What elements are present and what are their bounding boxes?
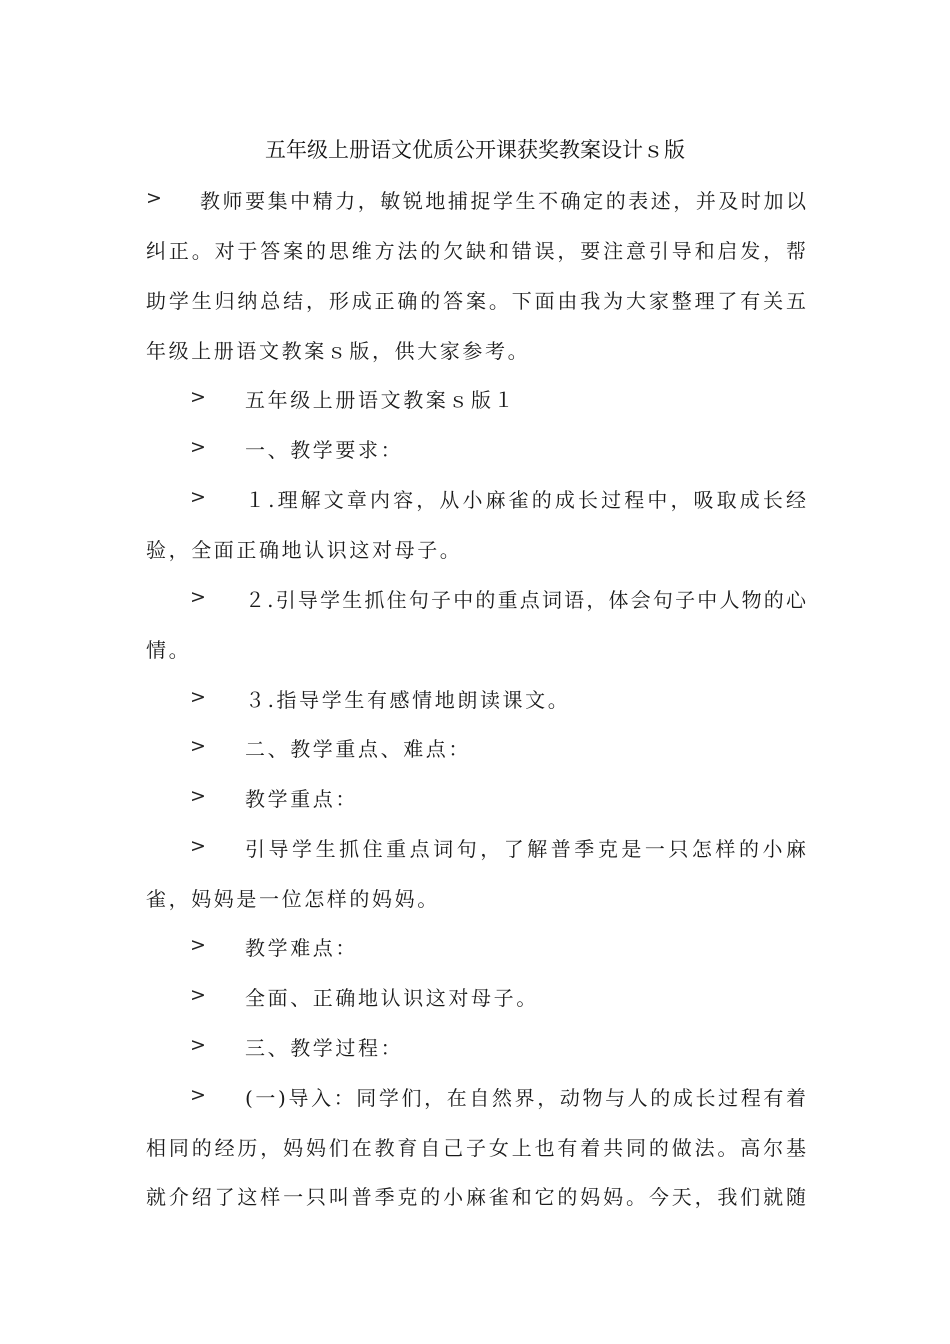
text-line: 三、教学过程：	[245, 1036, 404, 1060]
bullet-marker: >	[190, 934, 206, 956]
text-line: 就介绍了这样一只叫普季克的小麻雀和它的妈妈。今天，我们就随	[146, 1185, 806, 1209]
bullet-marker: >	[146, 187, 162, 209]
bullet-marker: >	[190, 1034, 206, 1056]
text-line: 二、教学重点、难点：	[245, 737, 471, 761]
document-title: 五年级上册语文优质公开课获奖教案设计ｓ版	[265, 138, 685, 162]
bullet-marker: >	[190, 486, 206, 508]
text-line: 助学生归纳总结，形成正确的答案。下面由我为大家整理了有关五	[146, 289, 806, 313]
text-line: (一)导入：同学们，在自然界，动物与人的成长过程有着	[245, 1086, 806, 1110]
bullet-marker: >	[190, 835, 206, 857]
text-line: 一、教学要求：	[245, 438, 404, 462]
text-line: 全面、正确地认识这对母子。	[245, 986, 539, 1010]
text-line: 教师要集中精力，敏锐地捕捉学生不确定的表述，并及时加以	[200, 189, 806, 213]
bullet-marker: >	[190, 1084, 206, 1106]
bullet-marker: >	[190, 735, 206, 757]
bullet-marker: >	[190, 386, 206, 408]
text-line: 验，全面正确地认识这对母子。	[146, 538, 463, 562]
text-line: ３.指导学生有感情地朗读课文。	[245, 688, 571, 712]
bullet-marker: >	[190, 984, 206, 1006]
text-line: １.理解文章内容，从小麻雀的成长过程中，吸取成长经	[245, 488, 806, 512]
bullet-marker: >	[190, 686, 206, 708]
text-line: 教学难点：	[245, 936, 358, 960]
text-line: ２.引导学生抓住句子中的重点词语，体会句子中人物的心	[245, 588, 806, 612]
text-line: 引导学生抓住重点词句，了解普季克是一只怎样的小麻	[245, 837, 806, 861]
bullet-marker: >	[190, 785, 206, 807]
text-line: 五年级上册语文教案ｓ版１	[245, 388, 517, 412]
bullet-marker: >	[190, 586, 206, 608]
text-line: 教学重点：	[245, 787, 358, 811]
text-line: 相同的经历，妈妈们在教育自己子女上也有着共同的做法。高尔基	[146, 1136, 806, 1160]
text-line: 雀，妈妈是一位怎样的妈妈。	[146, 887, 440, 911]
bullet-marker: >	[190, 436, 206, 458]
text-line: 情。	[146, 638, 192, 662]
text-line: 年级上册语文教案ｓ版，供大家参考。	[146, 339, 531, 363]
text-line: 纠正。对于答案的思维方法的欠缺和错误，要注意引导和启发，帮	[146, 239, 806, 263]
